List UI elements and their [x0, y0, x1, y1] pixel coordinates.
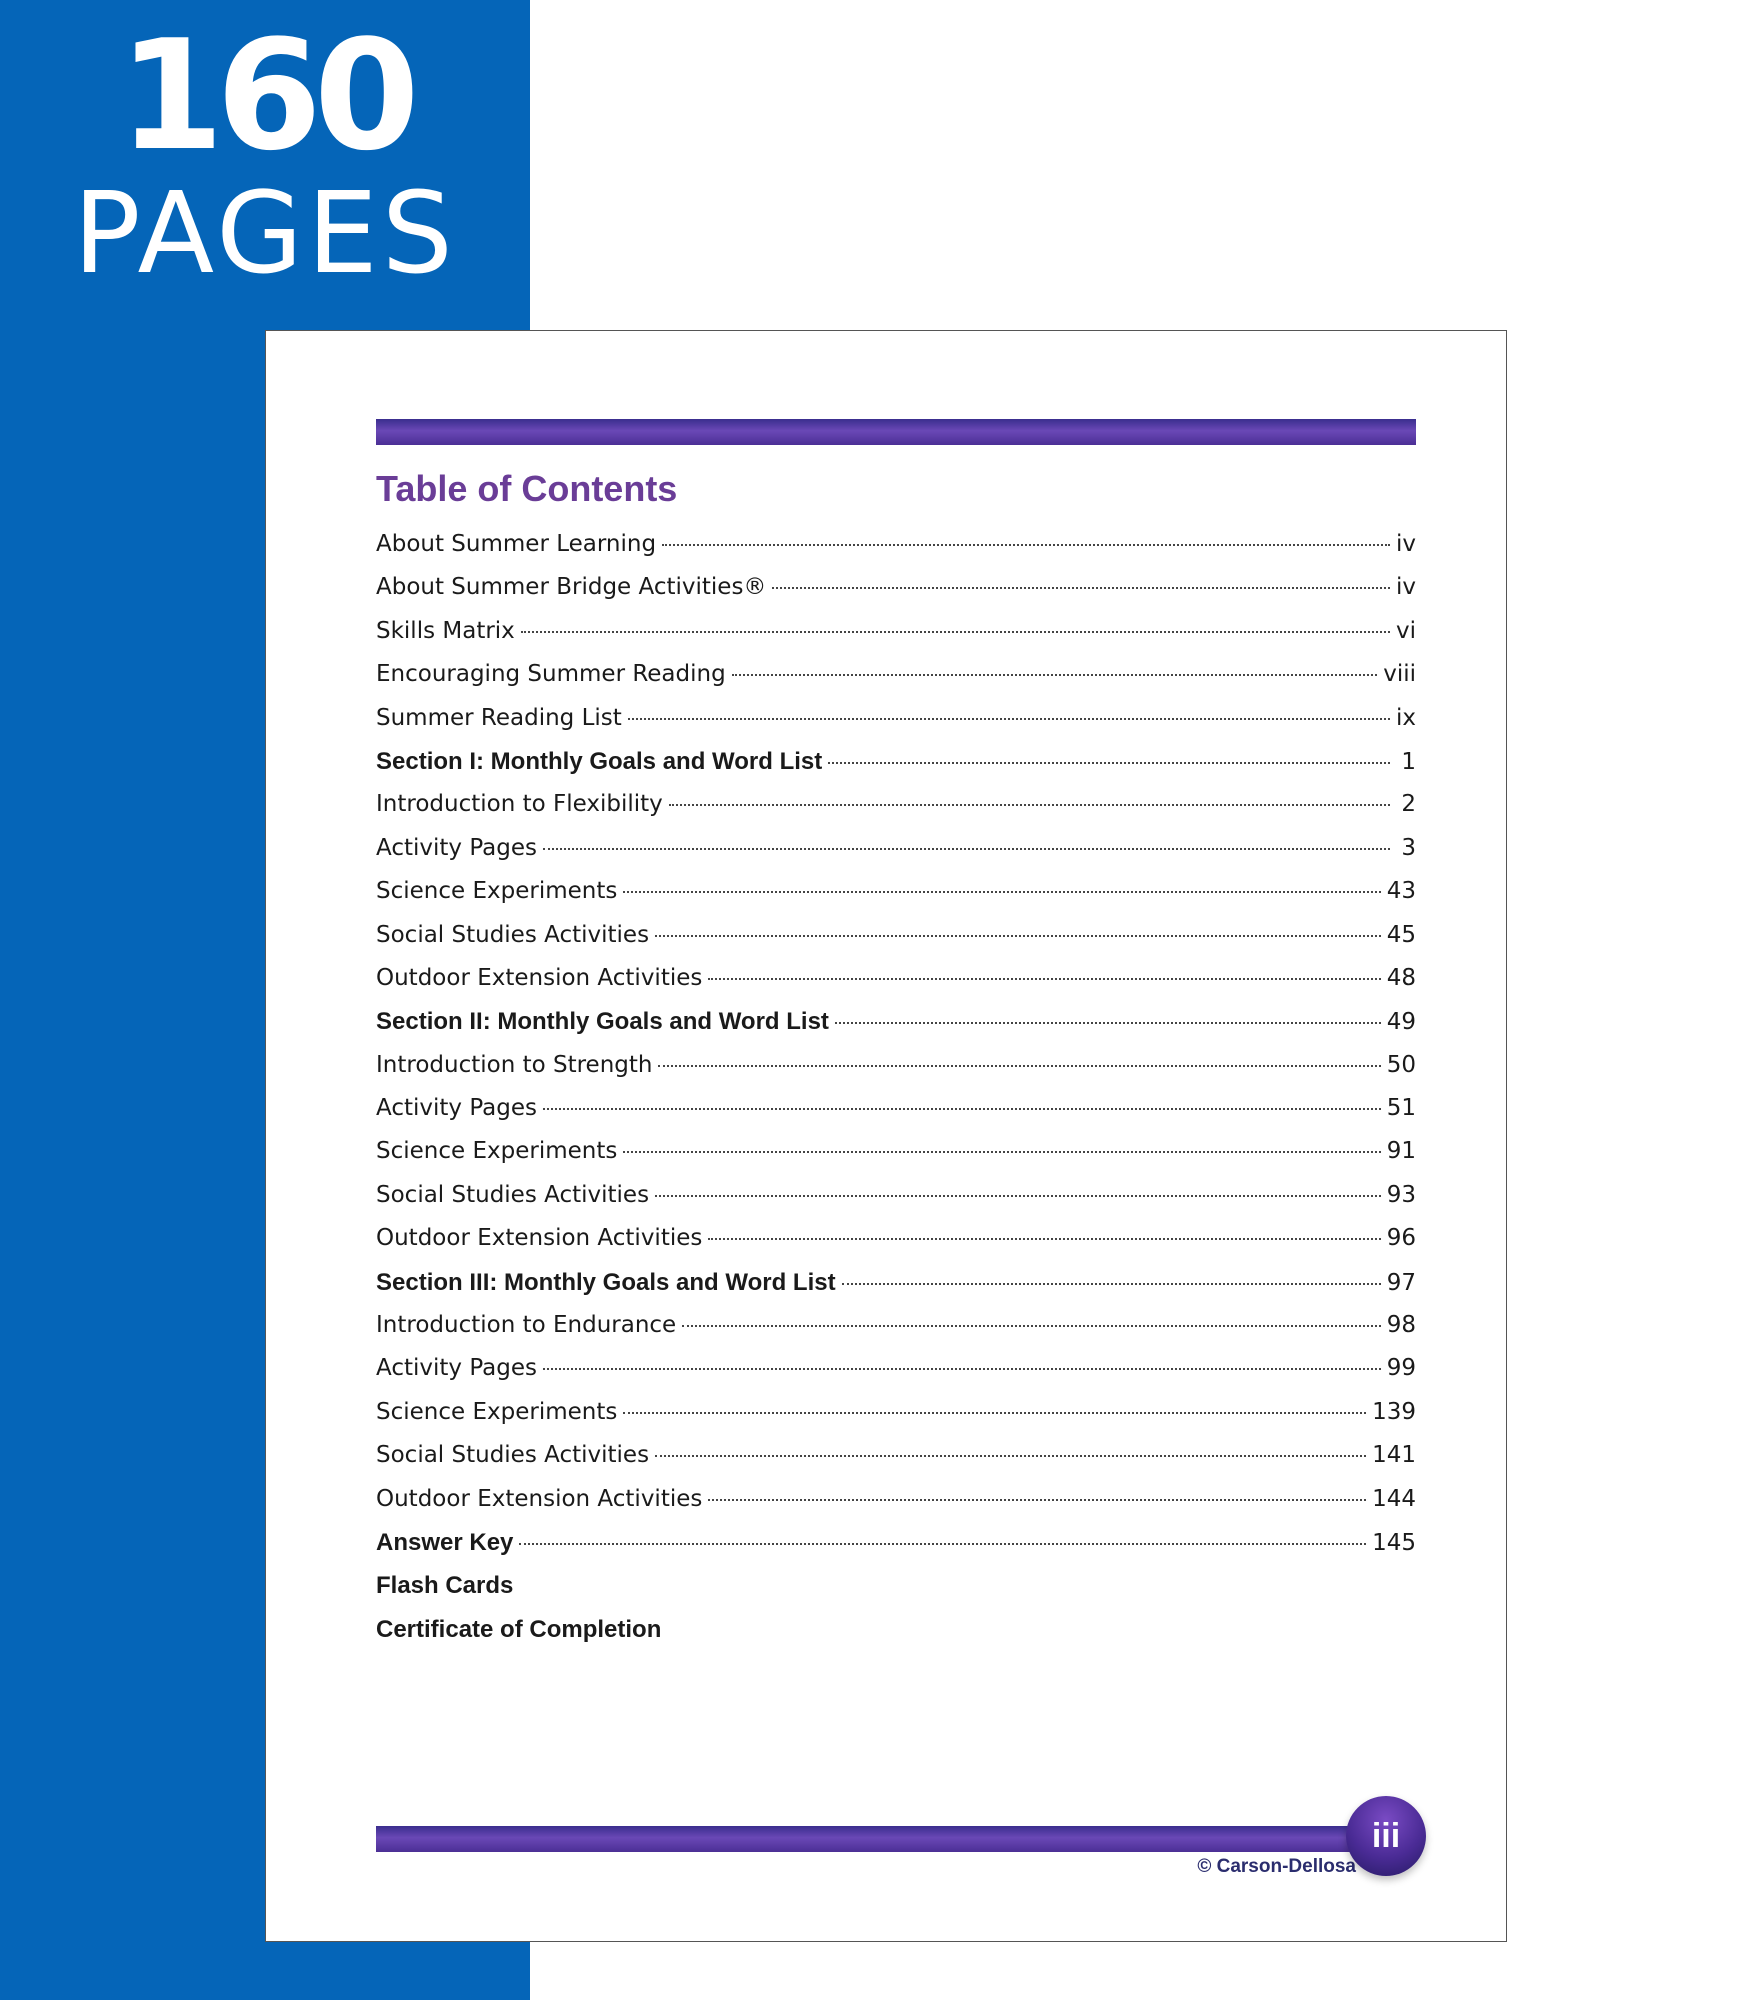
toc-dot-leader	[543, 1108, 1381, 1110]
toc-entry	[376, 1399, 1416, 1442]
toc-entry-label: Science Experiments	[376, 878, 618, 905]
toc-entry-page: 3	[1401, 834, 1416, 861]
toc-entry	[376, 791, 1416, 834]
toc-dot-leader	[828, 762, 1390, 764]
bottom-decorative-bar	[376, 1826, 1376, 1852]
toc-entry-label: Outdoor Extension Activities	[376, 964, 703, 991]
toc-entry-page: 91	[1386, 1138, 1416, 1165]
toc-entry	[376, 878, 1416, 921]
toc-entry-page: 45	[1386, 921, 1416, 948]
toc-entry-page: vi	[1395, 617, 1416, 644]
toc-entry-label: Introduction to Strength	[376, 1051, 653, 1078]
toc-entry	[376, 661, 1416, 704]
toc-entry-label: Social Studies Activities	[376, 1181, 650, 1208]
toc-dot-leader	[623, 1151, 1380, 1153]
toc-dot-leader	[623, 891, 1380, 893]
toc-entry-page: iv	[1395, 574, 1416, 601]
toc-entry	[376, 1572, 1416, 1615]
toc-dot-leader	[655, 1195, 1381, 1197]
toc-entry-page: 48	[1386, 964, 1416, 991]
toc-entry-label: Outdoor Extension Activities	[376, 1485, 703, 1512]
toc-entry-label: Answer Key	[376, 1528, 514, 1556]
toc-list	[376, 531, 1416, 1659]
page-count-word: PAGES	[73, 169, 457, 299]
toc-dot-leader	[543, 1368, 1381, 1370]
toc-entry-page: 98	[1386, 1312, 1416, 1339]
toc-entry	[376, 1095, 1416, 1138]
toc-entry-label: Skills Matrix	[376, 617, 515, 644]
copyright-text: © Carson-Dellosa	[1197, 1856, 1356, 1877]
toc-dot-leader	[682, 1325, 1381, 1327]
book-page	[265, 330, 1507, 1942]
toc-entry-page: 144	[1372, 1485, 1416, 1512]
toc-dot-leader	[708, 978, 1380, 980]
toc-entry-label: Summer Reading List	[376, 704, 622, 731]
page-number-badge: iii	[1346, 1796, 1426, 1876]
toc-entry-page: 96	[1386, 1225, 1416, 1252]
toc-entry-label: Science Experiments	[376, 1138, 618, 1165]
toc-entry	[376, 1616, 1416, 1659]
toc-title: Table of Contents	[376, 468, 678, 509]
toc-dot-leader	[708, 1238, 1380, 1240]
toc-entry-label: Certificate of Completion	[376, 1615, 662, 1643]
toc-entry-page: iv	[1395, 531, 1416, 557]
toc-entry	[376, 1442, 1416, 1485]
toc-entry-label: About Summer Bridge Activities®	[376, 574, 767, 601]
toc-dot-leader	[519, 1543, 1366, 1545]
toc-dot-leader	[628, 718, 1390, 720]
toc-entry	[376, 1138, 1416, 1181]
toc-entry	[376, 531, 1416, 574]
toc-dot-leader	[655, 1455, 1366, 1457]
toc-dot-leader	[708, 1499, 1366, 1501]
toc-dot-leader	[543, 848, 1390, 850]
toc-dot-leader	[658, 1065, 1380, 1067]
toc-entry	[376, 1008, 1416, 1051]
toc-entry-label: Activity Pages	[376, 1355, 537, 1382]
toc-dot-leader	[662, 544, 1390, 546]
toc-dot-leader	[655, 935, 1381, 937]
toc-entry-label: Science Experiments	[376, 1398, 618, 1425]
toc-dot-leader	[521, 631, 1390, 633]
toc-dot-leader	[623, 1412, 1366, 1414]
toc-entry-page: 97	[1386, 1269, 1416, 1296]
toc-entry-page: 51	[1386, 1095, 1416, 1122]
toc-entry-page: 50	[1386, 1051, 1416, 1078]
toc-dot-leader	[669, 804, 1390, 806]
toc-entry-page: 93	[1386, 1181, 1416, 1208]
toc-entry	[376, 922, 1416, 965]
toc-entry	[376, 574, 1416, 617]
toc-entry-page: 139	[1372, 1398, 1416, 1425]
page-count-number: 160	[118, 7, 412, 184]
toc-entry-label: Outdoor Extension Activities	[376, 1225, 703, 1252]
toc-entry	[376, 1529, 1416, 1572]
toc-entry	[376, 1225, 1416, 1268]
toc-entry	[376, 1486, 1416, 1529]
toc-entry-page: 49	[1386, 1009, 1416, 1036]
toc-entry-page: 99	[1386, 1355, 1416, 1382]
toc-entry	[376, 1312, 1416, 1355]
toc-entry	[376, 1355, 1416, 1398]
toc-entry	[376, 965, 1416, 1008]
toc-dot-leader	[732, 674, 1378, 676]
toc-entry-page: 2	[1401, 791, 1416, 818]
toc-entry	[376, 618, 1416, 661]
toc-entry-page: 43	[1386, 878, 1416, 905]
toc-entry-label: Flash Cards	[376, 1572, 514, 1600]
toc-entry-label: Section I: Monthly Goals and Word List	[376, 747, 823, 775]
toc-entry-label: About Summer Learning	[376, 531, 657, 557]
toc-entry-page: viii	[1383, 661, 1416, 688]
toc-entry	[376, 835, 1416, 878]
toc-entry-label: Activity Pages	[376, 834, 537, 861]
top-decorative-bar	[376, 419, 1416, 445]
toc-entry-label: Activity Pages	[376, 1095, 537, 1122]
toc-entry	[376, 1269, 1416, 1312]
toc-dot-leader	[842, 1283, 1381, 1285]
toc-entry	[376, 1052, 1416, 1095]
toc-dot-leader	[772, 587, 1390, 589]
toc-entry-label: Introduction to Flexibility	[376, 791, 663, 818]
toc-dot-leader	[835, 1022, 1381, 1024]
toc-entry-page: 145	[1372, 1529, 1416, 1556]
toc-entry	[376, 705, 1416, 748]
toc-entry-page: ix	[1395, 704, 1416, 731]
toc-entry-label: Section III: Monthly Goals and Word List	[376, 1268, 836, 1296]
toc-entry-page: 1	[1401, 748, 1416, 775]
toc-entry-label: Section II: Monthly Goals and Word List	[376, 1008, 829, 1036]
toc-entry	[376, 1182, 1416, 1225]
toc-entry-label: Encouraging Summer Reading	[376, 661, 726, 688]
toc-entry-page: 141	[1372, 1442, 1416, 1469]
toc-entry	[376, 748, 1416, 791]
toc-entry-label: Social Studies Activities	[376, 1442, 650, 1469]
toc-entry-label: Introduction to Endurance	[376, 1312, 677, 1339]
toc-entry-label: Social Studies Activities	[376, 921, 650, 948]
